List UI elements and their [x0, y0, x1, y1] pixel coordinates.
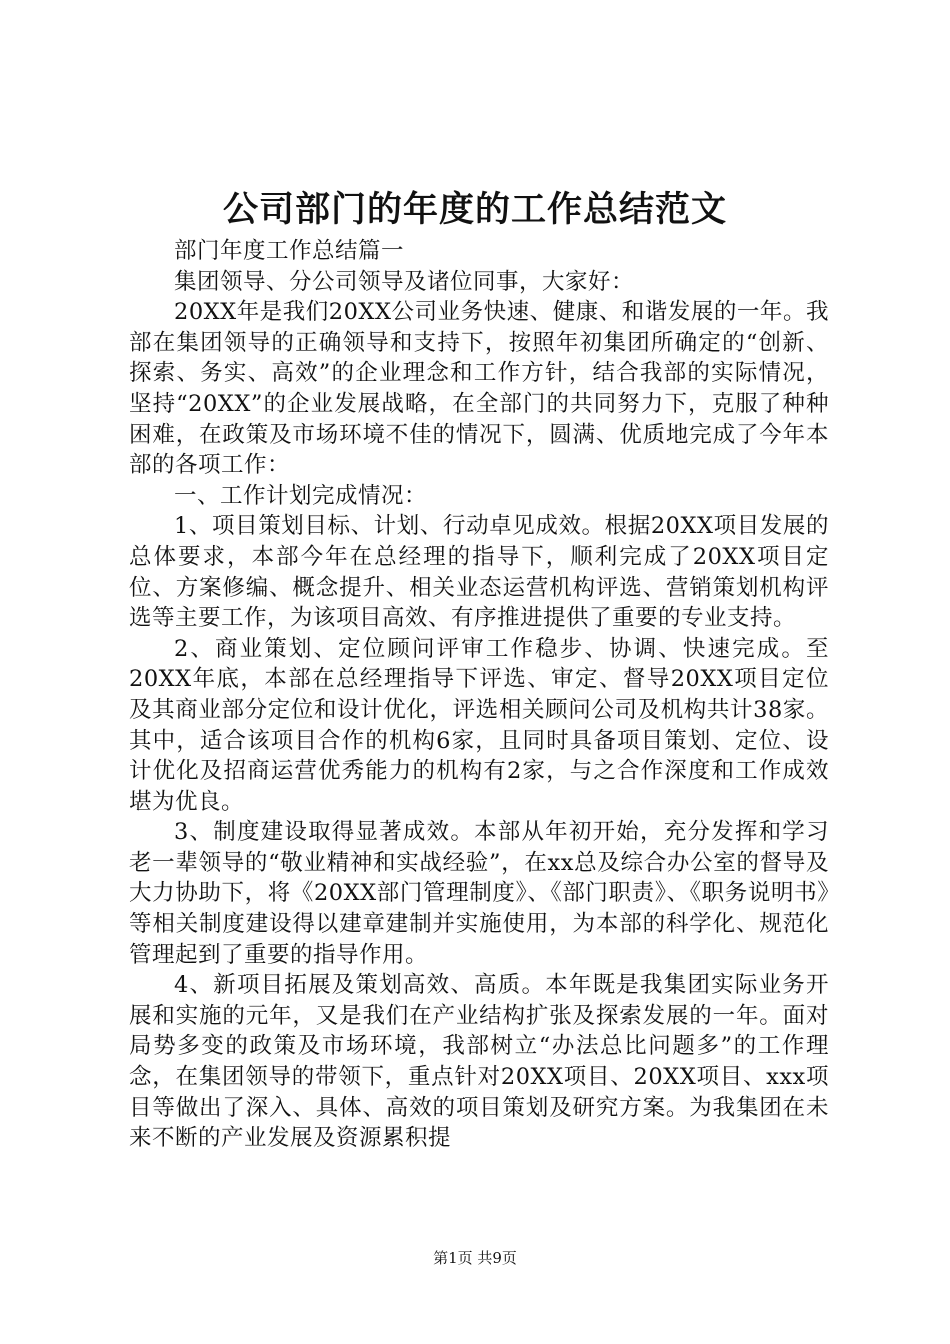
page-footer: 第1页 共9页: [433, 1249, 517, 1267]
section-heading: 部门年度工作总结篇一: [174, 238, 405, 264]
document-body: [129, 236, 829, 1154]
item-1-paragraph: 1、项目策划目标、计划、行动卓见成效。根据20XX项目发展的总体要求，本部今年在总经理的指导下，顺利完成了20XX项目定位、方案修编、概念提升、相关业态运营机构评选、营销策划机构评选等主要工作，为该项目高效、有序推进提供了重要的专业支持。: [129, 513, 829, 632]
item-3-paragraph: 3、制度建设取得显著成效。本部从年初开始，充分发挥和学习老一辈领导的“敬业精神和实战经验”，在xx总及综合办公室的督导及大力协助下，将《20XX部门管理制度》、《部门职责》、《职务说明书》等相关制度建设得以建章建制并实施使用，为本部的科学化、规范化管理起到了重要的指导作用。: [129, 819, 829, 968]
item-2-paragraph: 2、商业策划、定位顾问评审工作稳步、协调、快速完成。至20XX年底，本部在总经理指导下评选、审定、督导20XX项目定位及其商业部分定位和设计优化，评选相关顾问公司及机构共计38家。其中，适合该项目合作的机构6家，且同时具备项目策划、定位、设计优化及招商运营优秀能力的机构有2家，与之合作深度和工作成效堪为优良。: [129, 635, 829, 815]
subsection-heading: 一、工作计划完成情况：: [174, 482, 428, 509]
item-4-paragraph: 4、新项目拓展及策划高效、高质。本年既是我集团实际业务开展和实施的元年，又是我们在产业结构扩张及探索发展的一年。面对局势多变的政策及市场环境，我部树立“办法总比问题多”的工作理念，在集团领导的带领下，重点针对20XX项目、20XX项目、xxx项目等做出了深入、具体、高效的项目策划及研究方案。为我集团在未来不断的产业发展及资源累积提: [129, 972, 829, 1152]
greeting-paragraph: 集团领导、分公司领导及诸位同事，大家好：: [174, 268, 635, 295]
intro-paragraph: 20XX年是我们20XX公司业务快速、健康、和谐发展的一年。我部在集团领导的正确领导和支持下，按照年初集团所确定的“创新、探索、务实、高效”的企业理念和工作方针，结合我部的实际情况，坚持“20XX”的企业发展战略，在全部门的共同努力下，克服了种种困难，在政策及市场环境不佳的情况下，圆满、优质地完成了今年本部的各项工作：: [129, 299, 829, 479]
document-title: 公司部门的年度的工作总结范文: [222, 189, 727, 230]
